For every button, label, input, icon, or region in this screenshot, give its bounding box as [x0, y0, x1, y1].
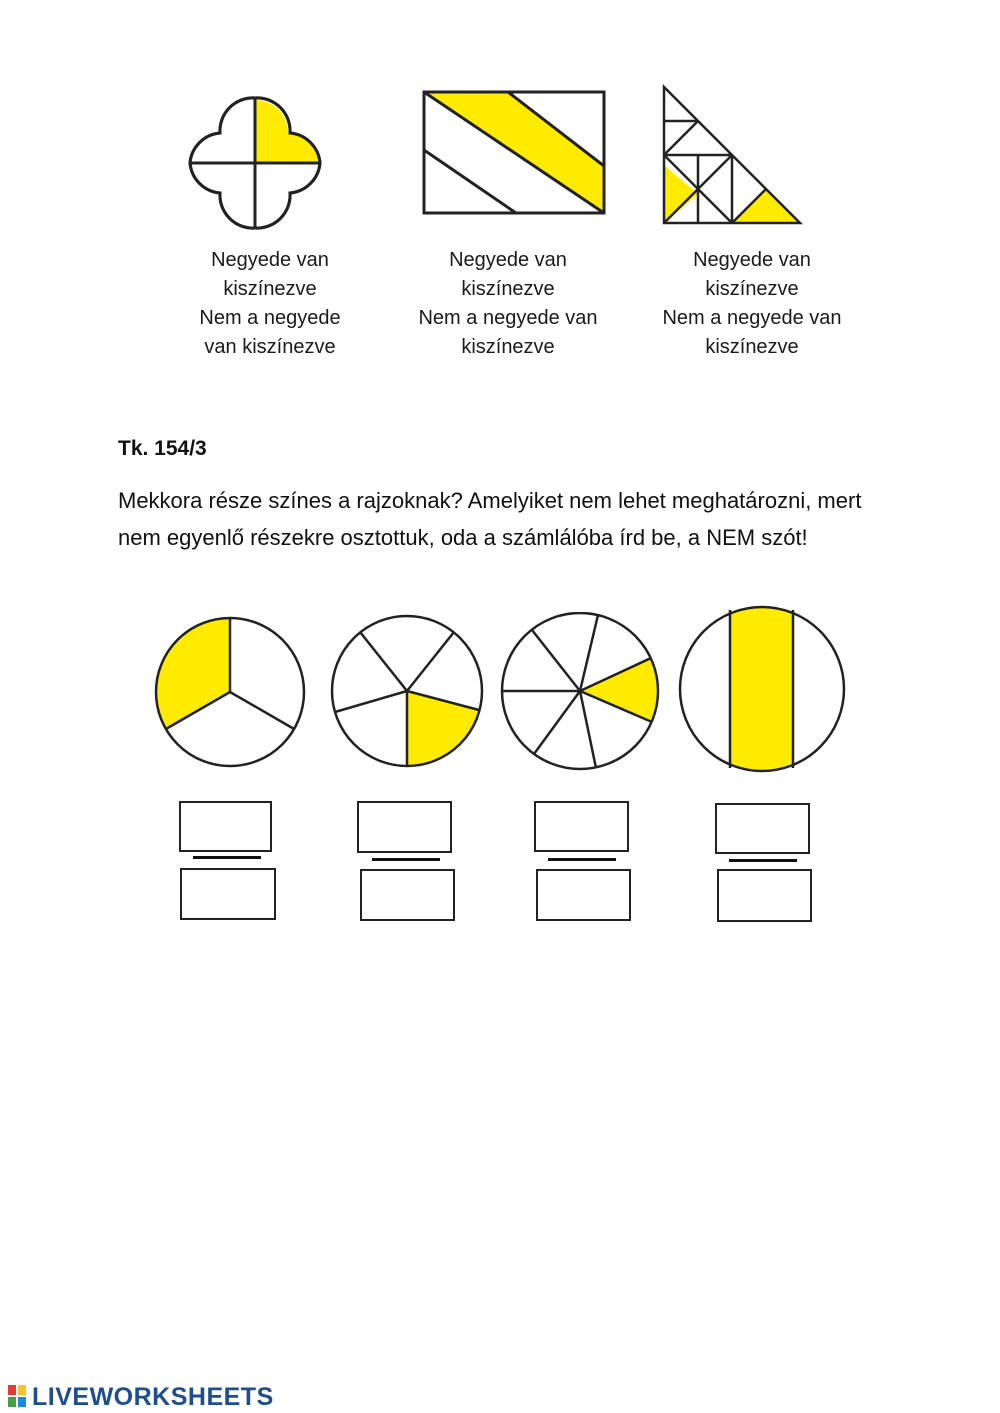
fraction-bar-2 — [372, 858, 440, 861]
triangle-shape — [658, 84, 808, 229]
choice-quarter-colored[interactable]: Negyede van — [449, 249, 567, 271]
choice-quarter-colored-cont[interactable]: kiszínezve — [705, 278, 799, 300]
clover-shape — [180, 88, 330, 238]
numerator-input-2[interactable] — [357, 801, 452, 853]
choice-not-quarter-cont[interactable]: van kiszínezve — [204, 336, 336, 358]
denominator-input-3[interactable] — [536, 869, 631, 921]
circle-vertical-stripe — [676, 604, 848, 774]
fraction-bar-1 — [193, 856, 261, 859]
exercise-heading: Tk. 154/3 — [118, 437, 207, 460]
choices-rectangle[interactable] — [398, 246, 618, 362]
circle-five-parts — [328, 612, 486, 770]
numerator-input-4[interactable] — [715, 803, 810, 854]
choice-not-quarter[interactable]: Nem a negyede van — [662, 307, 842, 329]
denominator-input-1[interactable] — [180, 868, 276, 920]
circle-seven-parts — [499, 612, 661, 772]
fraction-bar-3 — [548, 858, 616, 861]
choices-clover[interactable] — [170, 246, 370, 362]
choices-triangle[interactable] — [642, 246, 862, 362]
choice-not-quarter-cont[interactable]: kiszínezve — [705, 336, 799, 358]
circle-thirds — [152, 614, 308, 770]
exercise-instruction: Mekkora része színes a rajzoknak? Amelyiket nem lehet meghatározni, mert nem egyenlő részekre osztottuk, oda a számlálóba írd be, a NEM szót! — [118, 488, 862, 550]
choice-not-quarter-cont[interactable]: kiszínezve — [461, 336, 555, 358]
fraction-bar-4 — [729, 859, 797, 862]
choice-not-quarter[interactable]: Nem a negyede van — [418, 307, 598, 329]
liveworksheets-logo[interactable] — [8, 1382, 274, 1412]
choice-quarter-colored-cont[interactable]: kiszínezve — [461, 278, 555, 300]
numerator-input-1[interactable] — [179, 801, 272, 852]
choice-quarter-colored[interactable]: Negyede van — [693, 249, 811, 271]
numerator-input-3[interactable] — [534, 801, 629, 852]
choice-quarter-colored[interactable]: Negyede van — [211, 249, 329, 271]
brand-name: LIVEWORKSHEETS — [32, 1382, 274, 1411]
denominator-input-4[interactable] — [717, 869, 812, 922]
denominator-input-2[interactable] — [360, 869, 455, 921]
logo-blocks-icon — [8, 1385, 28, 1409]
rectangle-shape — [420, 88, 610, 218]
choice-not-quarter[interactable]: Nem a negyede — [199, 307, 341, 329]
choice-quarter-colored-cont[interactable]: kiszínezve — [223, 278, 317, 300]
